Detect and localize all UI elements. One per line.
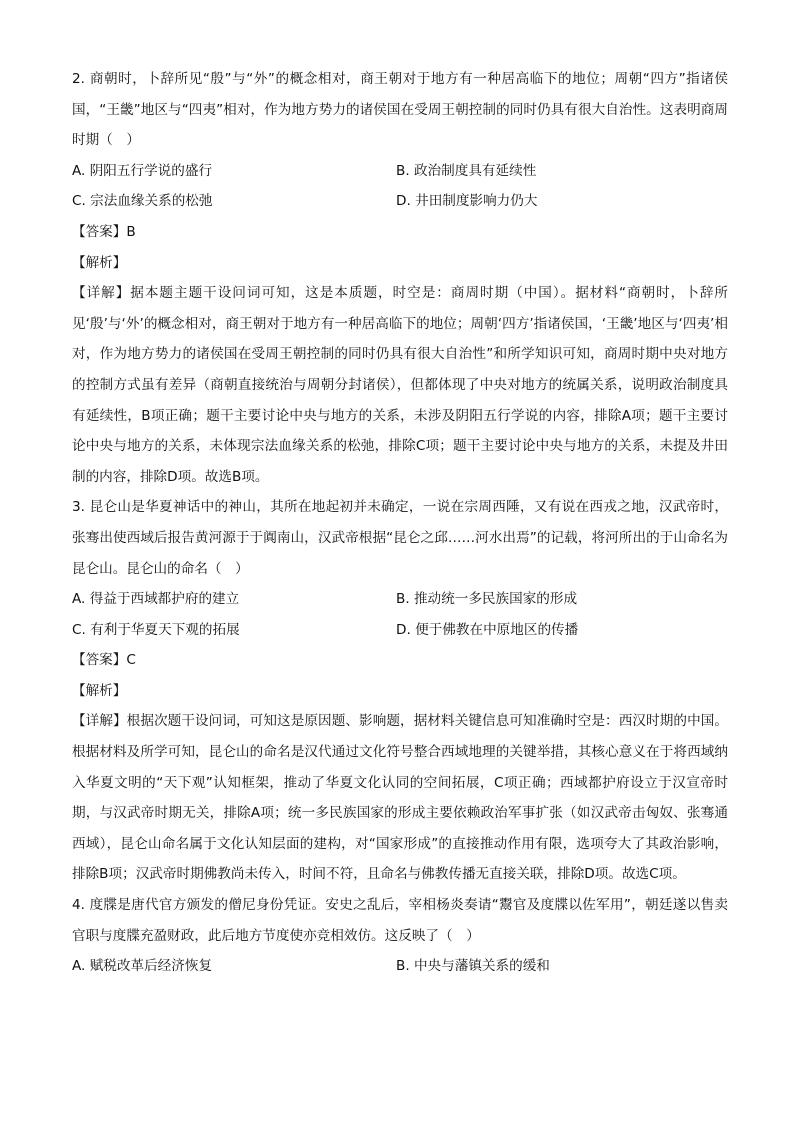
analysis-label: 【解析】 (72, 254, 127, 271)
question-2 (72, 64, 728, 492)
document-page (72, 64, 728, 982)
option-d: D. 井田制度影响力仍大 (396, 193, 538, 210)
option-a: A. 赋税改革后经济恢复 (72, 958, 213, 975)
option-c: C. 有利于华夏天下观的拓展 (72, 621, 240, 638)
option-b: B. 推动统一多民族国家的形成 (396, 591, 578, 608)
question-stem: 3. 昆仑山是华夏神话中的神山，其所在地起初并未确定，一说在宗周西陲，又有说在西戎之地，汉武帝时，张骞出使西域后报告黄河源于于阗南山，汉武帝根据“昆仑之邱……河水出焉”的记载，将河所出的于山命名为昆仑山。昆仑山的命名（ ） (72, 499, 728, 577)
options-row (72, 186, 728, 217)
option-a: A. 得益于西域都护府的建立 (72, 591, 240, 608)
option-c: C. 宗法血缘关系的松弛 (72, 193, 213, 210)
options-row (72, 951, 728, 982)
detail-explanation: 【详解】根据次题干设问词，可知这是原因题、影响题，据材料关键信息可知准确时空是：西汉时期的中国。根据材料及所学可知，昆仑山的命名是汉代通过文化符号整合西域地理的关键举措，其核心意义在于将西域纳入华夏文明的“天下观”认知框架，推动了华夏文化认同的空间拓展，C项正确；西域都护府设立于汉宣帝时期，与汉武帝时期无关，排除A项；统一多民族国家的形成主要依赖政治军事扩张（如汉武帝击匈奴、张骞通西域），昆仑山命名属于文化认知层面的建构，对“国家形成”的直接推动作用有限，选项夸大了其政治影响，排除B项；汉武帝时期佛教尚未传入，时间不符，且命名与佛教传播无直接关联，排除D项。故选C项。 (72, 713, 728, 883)
option-d: D. 便于佛教在中原地区的传播 (396, 621, 579, 638)
options-row (72, 156, 728, 187)
answer-label: 【答案】B (72, 223, 136, 240)
option-b: B. 中央与藩镇关系的缓和 (396, 958, 550, 975)
question-3 (72, 492, 728, 890)
option-a: A. 阴阳五行学说的盛行 (72, 162, 213, 179)
analysis-label: 【解析】 (72, 682, 127, 699)
options-row (72, 584, 728, 615)
answer-label: 【答案】C (72, 652, 136, 669)
detail-explanation: 【详解】据本题主题干设问词可知，这是本质题，时空是：商周时期（中国）。据材料“商朝时，卜辞所见‘殷’与‘外’的概念相对，商王朝对于地方有一种居高临下的地位；周朝‘四方’指诸侯国，‘王畿’地区与‘四夷’相对，作为地方势力的诸侯国在受周王朝控制的同时仍具有很大自治性”和所学知识可知，商周时期中央对地方的控制方式虽有差异（商朝直接统治与周朝分封诸侯），但都体现了中央对地方的统属关系，说明政治制度具有延续性，B项正确；题干主要讨论中央与地方的关系，未涉及阴阳五行学说的内容，排除A项；题干主要讨论中央与地方的关系，未体现宗法血缘关系的松弛，排除C项；题干主要讨论中央与地方的关系，未提及井田制的内容，排除D项。故选B项。 (72, 285, 728, 485)
options-row (72, 615, 728, 646)
question-4 (72, 890, 728, 982)
option-b: B. 政治制度具有延续性 (396, 162, 537, 179)
question-stem: 4. 度牒是唐代官方颁发的僧尼身份凭证。安史之乱后，宰相杨炎奏请“鬻官及度牒以佐军用”，朝廷遂以售卖官职与度牒充盈财政，此后地方节度使亦竞相效仿。这反映了（ ） (72, 897, 728, 944)
question-stem: 2. 商朝时，卜辞所见“殷”与“外”的概念相对，商王朝对于地方有一种居高临下的地位；周朝“四方”指诸侯国，“王畿”地区与“四夷”相对，作为地方势力的诸侯国在受周王朝控制的同时仍具有很大自治性。这表明商周时期（ ） (72, 71, 728, 149)
